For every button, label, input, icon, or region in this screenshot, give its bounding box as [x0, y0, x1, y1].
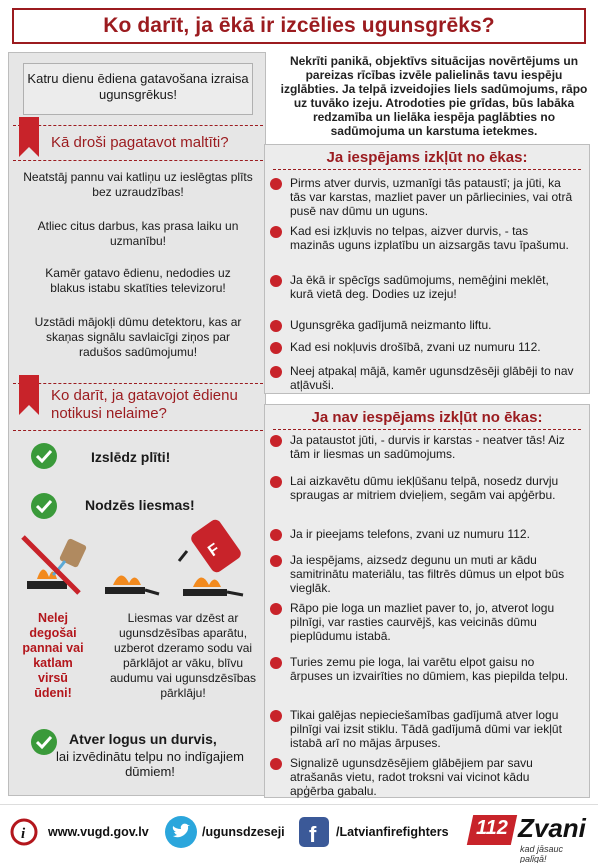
- facebook-icon: [298, 816, 330, 848]
- cannot-exit-title: Ja nav iespējams izkļūt no ēkas:: [273, 409, 581, 430]
- step-turn-off-stove: Izslēdz plīti!: [91, 449, 171, 465]
- title-banner: [12, 8, 586, 44]
- svg-text:i: i: [21, 826, 26, 842]
- step-extinguish: Nodzēs liesmas!: [85, 497, 195, 513]
- bullet-icon: [270, 555, 282, 567]
- bullet-icon: [270, 226, 282, 238]
- extinguish-methods: Liesmas var dzēst ar ugunsdzēsības aparātu, uzberot dzeramo sodu vai pārklājot ar vāku, blīvu audumu vai ugunsdzēsības pārklāju!: [109, 611, 257, 700]
- fire-extinguisher-icon: [171, 515, 255, 599]
- emergency-logo: [470, 811, 592, 863]
- info-icon: [10, 818, 38, 846]
- left-panel: [8, 52, 266, 796]
- bullet-icon: [270, 342, 282, 354]
- bookmark-flag-icon: [19, 117, 39, 147]
- bullet-icon: [270, 603, 282, 615]
- bullet-icon: [270, 476, 282, 488]
- bullet-icon: [270, 710, 282, 722]
- check-icon: [31, 493, 57, 519]
- bullet-icon: [270, 657, 282, 669]
- section-title-accident: Ko darīt, ja gatavojot ēdienu notikusi nelaime?: [51, 387, 238, 422]
- tip-4: Uzstādi mājokļi dūmu detektoru, kas ar skaņas signālu savlaicīgi ziņos par radušos sadūmojumu!: [34, 315, 242, 359]
- warning-no-water: Nelej degošai pannai vai katlam virsū ūdeni!: [22, 611, 84, 700]
- twitter-icon: [164, 815, 198, 849]
- bullet-icon: [270, 320, 282, 332]
- left-intro: Katru dienu ēdiena gatavošana izraisa ugunsgrēkus!: [23, 63, 253, 115]
- facebook-link[interactable]: /Latvianfirefighters: [336, 825, 449, 839]
- ventilate-text: lai izvēdinātu telpu no indīgajiem dūmiem!: [56, 749, 244, 779]
- tip-1: Neatstāj pannu vai katliņu uz ieslēgtas plīts bez uzraudzības!: [23, 170, 253, 199]
- zvani-sublabel: kad jāsauc palīgā!: [520, 844, 564, 863]
- bullet-icon: [270, 758, 282, 770]
- check-icon: [31, 443, 57, 469]
- svg-text:F: F: [205, 540, 223, 561]
- tip-3: Kamēr gatavo ēdienu, nedodies uz blakus istabu skatīties televizoru!: [45, 266, 231, 295]
- tip-2: Atliec citus darbus, kas prasa laiku un uzmanību!: [37, 219, 239, 248]
- section-title-cooking: Kā droši pagatavot maltīti?: [51, 134, 229, 151]
- zvani-label: Zvani: [518, 813, 586, 843]
- website-link[interactable]: www.vugd.gov.lv: [48, 825, 149, 839]
- emergency-number: 112: [476, 817, 508, 839]
- pan-lid-icon: [99, 561, 161, 601]
- twitter-link[interactable]: /ugunsdzeseji: [202, 825, 285, 839]
- svg-text:f: f: [309, 822, 317, 847]
- bookmark-flag-icon: [19, 375, 39, 405]
- bullet-icon: [270, 275, 282, 287]
- footer: [0, 804, 598, 863]
- bullet-icon: [270, 178, 282, 190]
- step-ventilate: Atver logus un durvis,: [69, 731, 217, 747]
- can-exit-title: Ja iespējams izkļūt no ēkas:: [273, 149, 581, 170]
- page-title: Ko darīt, ja ēkā ir izcēlies ugunsgrēks?: [103, 14, 495, 37]
- bullet-icon: [270, 529, 282, 541]
- bullet-icon: [270, 435, 282, 447]
- no-water-pan-icon: [19, 531, 89, 599]
- right-intro: Nekrīti panikā, objektīvs situācijas novērtējums un pareizas rīcības izvēle palielinās tavu iespēju izglābties. Ja telpā izveidojies liels sadūmojums, rāpo uz tuvāko izeju. Atrodoties pie grīdas, būs labāka redzamība un lielāka iespēja paglābties no sadūmojuma un karstuma ietekmes.: [280, 54, 588, 138]
- bullet-icon: [270, 366, 282, 378]
